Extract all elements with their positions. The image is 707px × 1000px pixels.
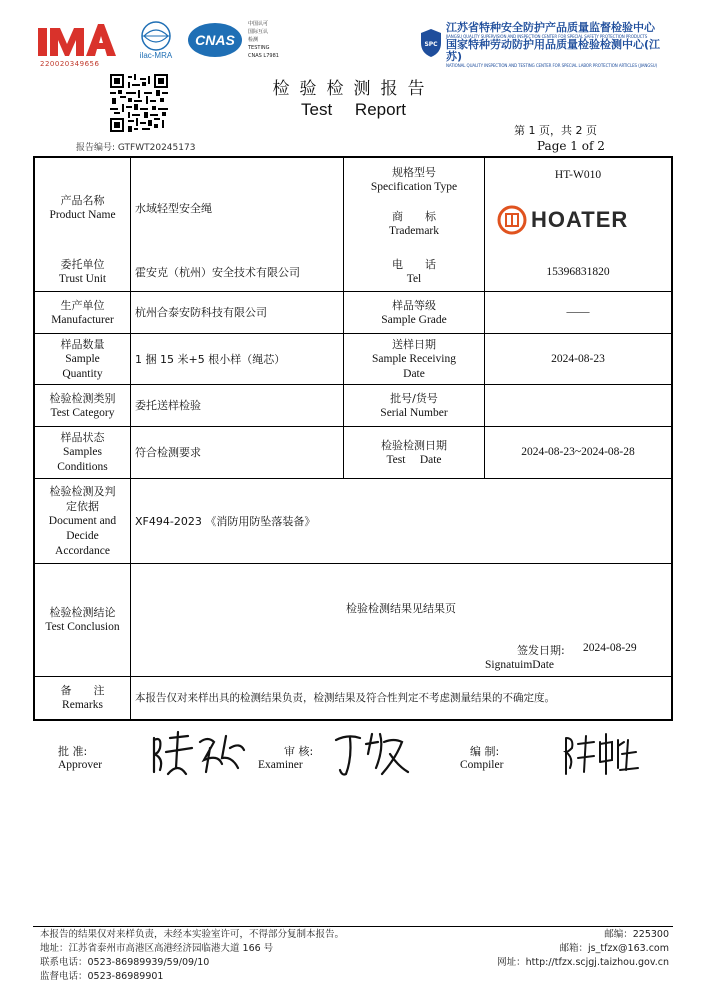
serial-number-value xyxy=(485,385,671,426)
svg-text:CNAS: CNAS xyxy=(195,32,235,48)
approver-signature xyxy=(148,728,248,780)
sign-date-en-label: SignatuimDate xyxy=(485,659,554,671)
remarks-value: 本报告仅对来样出具的检测结果负责，检测结果及符合性判定不考虑测量结果的不确定度。 xyxy=(135,691,555,704)
spec-type-label: 规格型号 Specification Type xyxy=(370,166,458,193)
footer-disclaimer: 本报告的结果仅对来样负责，未经本实验室许可，不得部分复制本报告。 xyxy=(40,929,345,940)
test-date-label: 检验检测日期 Test Date xyxy=(381,438,447,466)
examiner-label: 审 核: Examiner xyxy=(258,745,314,771)
sample-conditions-label: 样品状态 Samples Conditions xyxy=(57,431,108,473)
trust-unit-label: 委托单位 Trust Unit xyxy=(58,258,107,285)
sample-quantity-value: 1 捆 15 米+5 根小样（绳芯） xyxy=(135,352,286,366)
footer-website[interactable]: 网址：http://tfzx.scjgj.taizhou.gov.cn xyxy=(497,957,669,968)
institute-title: 江苏省特种安全防护产品质量监督检验中心 JIANGSU QUALITY SUPERVISION AND INSPECTION CENTER FOR SPECIAL SAFETY PROTECTION PRODUCTS 国家特种劳动防护用品质量检验检测中心(江苏) NATIONAL QUALITY INSPECTION AND TESTING CENTER FOR SPECIAL LABOR PROTECTION ARTICLES (JIANGSU) xyxy=(446,21,661,68)
product-name-value: 水域轻型安全绳 xyxy=(135,201,212,215)
compiler-label: 编 制: Compiler xyxy=(460,745,504,771)
footer-address: 地址：江苏省泰州市高港区高港经济园临港大道 166 号 xyxy=(40,943,274,954)
report-table xyxy=(33,156,673,721)
spc-logo xyxy=(420,28,442,58)
ilac-mra-logo xyxy=(132,20,180,60)
serial-number-label: 批号/货号 Serial Number xyxy=(380,391,448,419)
document-value: XF494-2023 《消防用防坠落装备》 xyxy=(135,515,316,528)
document-label: 检验检测及判 定依据 Document and Decide Accordance xyxy=(48,484,117,557)
page-indicator-cn: 第 1 页，共 2 页 xyxy=(514,124,597,137)
manufacturer-label: 生产单位 Manufacturer xyxy=(51,298,114,326)
sign-date-label: 签发日期: xyxy=(517,644,565,657)
receiving-date-label: 送样日期 Sample Receiving Date xyxy=(372,337,456,380)
cnas-logo xyxy=(186,20,244,60)
sign-date-value: 2024-08-29 xyxy=(583,642,637,654)
remarks-label: 备 注 Remarks xyxy=(60,684,105,711)
footer-contact-phone: 联系电话：0523-86989939/59/09/10 xyxy=(40,957,210,968)
report-title-cn: 检验检测报告 xyxy=(272,79,435,99)
conclusion-value: 检验检测结果见结果页 xyxy=(346,602,456,615)
trust-unit-value: 霍安克（杭州）安全技术有限公司 xyxy=(135,265,300,279)
footer-postcode: 邮编：225300 xyxy=(604,929,669,940)
sample-grade-label: 样品等级 Sample Grade xyxy=(381,298,447,326)
trademark-logo xyxy=(497,204,667,236)
receiving-date-value: 2024-08-23 xyxy=(551,352,605,365)
report-title-en: Test Report xyxy=(301,100,406,119)
spec-type-value: HT-W010 xyxy=(554,168,602,181)
test-date-value: 2024-08-23~2024-08-28 xyxy=(521,446,635,458)
trademark-value: HOATER xyxy=(531,207,629,232)
svg-text:ilac-MRA: ilac-MRA xyxy=(139,51,173,60)
hoater-emblem-icon xyxy=(497,205,527,235)
compiler-signature xyxy=(560,728,640,780)
cma-logo xyxy=(36,18,118,60)
page-indicator-en: Page 1 of 2 xyxy=(537,139,605,153)
sample-conditions-value: 符合检测要求 xyxy=(135,446,201,459)
test-category-value: 委托送样检验 xyxy=(135,399,201,412)
tel-value: 15396831820 xyxy=(546,265,610,278)
manufacturer-value: 杭州合泰安防科技有限公司 xyxy=(135,306,267,319)
svg-text:SPC: SPC xyxy=(424,41,438,48)
cnas-text: 中国认可 国际互认 检测 TESTING CNAS L7981 xyxy=(248,21,279,59)
sample-grade-value: —— xyxy=(566,306,590,318)
report-number: 报告编号: GTFWT20245173 xyxy=(76,143,196,153)
sample-quantity-label: 样品数量 Sample Quantity xyxy=(60,337,105,380)
trademark-label: 商 标 Trademark xyxy=(388,210,440,237)
conclusion-label: 检验检测结论 Test Conclusion xyxy=(45,606,120,633)
examiner-signature xyxy=(332,728,412,780)
footer-email[interactable]: 邮箱：js_tfzx@163.com xyxy=(559,943,669,954)
footer-divider xyxy=(33,926,673,927)
cma-number: 220020349656 xyxy=(40,60,100,68)
product-name-label: 产品名称 Product Name xyxy=(49,194,116,221)
approver-label: 批 准: Approver xyxy=(58,745,103,771)
test-category-label: 检验检测类别 Test Category xyxy=(49,391,116,419)
footer-supervision-phone: 监督电话：0523-86989901 xyxy=(40,971,164,982)
tel-label: 电 话 Tel xyxy=(392,258,436,285)
